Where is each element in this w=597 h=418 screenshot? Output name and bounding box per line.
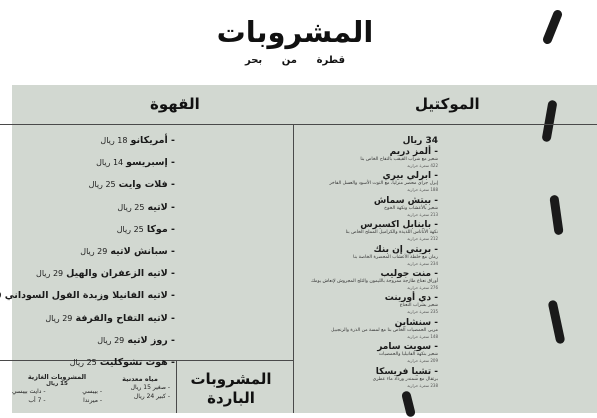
item-name: - ألمز دريم [389, 147, 438, 157]
item-description: إيرل جراي محضر منزلياً، مع التوت الأسود والعسل الفاخر [329, 181, 438, 187]
item-calories: 276 سعرة حرارية [407, 284, 438, 290]
item-name: - سويت سامر [377, 342, 438, 353]
soft-drinks-title: المشروبات الغازية [27, 373, 87, 381]
soft-drinks-price: 15 ريال [46, 381, 68, 387]
brush-stroke-decoration [549, 195, 563, 236]
list-item [296, 342, 438, 366]
page-title: المشروبات [216, 15, 374, 49]
item-price: 25 ريال [116, 224, 144, 234]
item-name: - لاتيه الزعفران والهيل [66, 268, 175, 280]
list-item: - ميرندا [83, 397, 102, 404]
list-item: - دايت بيبسي [12, 388, 46, 395]
item-name: - فلات وايت [118, 179, 175, 191]
list-item: - بيبسي [82, 388, 102, 395]
mocktail-list [296, 147, 438, 391]
list-item: - صغير 15 ريال [130, 384, 170, 391]
item-price: 29 ريال [45, 313, 73, 323]
item-price: 29 ريال [36, 269, 64, 279]
item-name: - أمريكانو [130, 135, 175, 146]
mocktail-price: 34 ريال [402, 136, 438, 146]
item-calories: 422 سعرة حرارية [407, 163, 438, 168]
list-item [4, 290, 175, 312]
brush-stroke-decoration [401, 390, 416, 417]
cold-title-line: المشروبات [190, 370, 272, 388]
item-name: - تشيا فريسكا [375, 366, 438, 377]
item-calories: 235 سعرة حرارية [407, 309, 438, 315]
list-item [296, 220, 438, 244]
subtitle-word: قطرة [316, 55, 345, 66]
item-calories: 209 سعرة حرارية [407, 358, 438, 364]
water-column [110, 375, 170, 401]
item-calories: 188 سعرة حرارية [407, 187, 438, 193]
item-calories: 148 سعرة حرارية [407, 333, 438, 339]
cold-title-line: الباردة [207, 389, 255, 407]
item-name: - ابرلي بيري [382, 171, 438, 182]
page-subtitle [245, 55, 345, 66]
item-description: أوراق نعناع طازجة ممزوجة بالليمون والثلج المجروش لإنعاش يومك [311, 278, 438, 284]
cold-inner-divider [176, 360, 177, 413]
list-item [296, 196, 438, 220]
item-price [0, 291, 2, 300]
item-calories: 213 سعرة حرارية [407, 211, 438, 217]
item-name: - باينابل اكسبرس [360, 220, 438, 231]
item-price: 25 ريال [88, 180, 116, 190]
item-calories: 212 سعرة حرارية [407, 236, 438, 242]
list-item: - كبير 24 ريال [133, 393, 170, 400]
item-description: برتقال مع شمندر ورذاذ ماء عطري [372, 376, 438, 382]
water-title: مياه معدنية [122, 375, 158, 383]
list-item [296, 293, 438, 317]
item-description: مربى الحمضيات الخاص بنا مع لمسة من الذرة والزنجبيل [331, 327, 438, 333]
item-name: - لاتيه [147, 201, 175, 213]
item-price: 18 ريال [100, 136, 128, 145]
soft-drinks-col [82, 387, 102, 405]
list-item: - 7 أب [28, 397, 46, 404]
column-divider [293, 124, 294, 413]
item-name: - إسبريسو [126, 157, 175, 169]
brush-stroke-decoration [541, 100, 557, 143]
list-item [30, 202, 175, 224]
item-name: - بيتش سماش [373, 195, 438, 206]
item-description: نكهة الأناناس اللذيذة والكراميل المملح الخاص بنا [345, 230, 438, 236]
item-name: - روز لاتيه [127, 334, 175, 346]
list-item [296, 245, 438, 269]
list-item [30, 224, 175, 246]
soft-drinks-grid [12, 387, 102, 405]
list-item [296, 171, 438, 195]
list-item [30, 313, 175, 335]
list-item [30, 157, 175, 179]
item-calories: 234 سعرة حرارية [407, 260, 438, 266]
item-description: شعير مع شراب القيقب بالتفاح الخاص بنا [360, 157, 438, 162]
item-name: - بريتي إن بنك [373, 244, 438, 255]
soft-drinks-column [12, 373, 102, 405]
list-item [296, 318, 438, 342]
subtitle-word: من [281, 55, 297, 66]
item-price: 25 ريال [117, 202, 145, 212]
list-item [296, 367, 438, 391]
item-price: 29 ريال [80, 246, 108, 256]
section-title-mocktails: الموكتيل [415, 95, 480, 113]
item-price: 29 ريال [97, 335, 125, 345]
item-calories: 238 سعرة حرارية [407, 382, 438, 388]
coffee-list [4, 135, 175, 379]
list-item [30, 179, 175, 201]
item-name: - هوت تشوكليت [99, 356, 175, 368]
list-item [30, 135, 175, 157]
item-name: - منت جوليب [380, 268, 438, 279]
item-price: 25 ريال [69, 357, 97, 367]
item-name: - موكا [146, 223, 175, 235]
list-item [296, 147, 438, 171]
item-description: شعير بشراب النعناع [399, 303, 438, 309]
top-divider [0, 124, 597, 125]
item-name: - لاتيه الفانيلا وزبدة الفول السوداني [4, 290, 175, 302]
list-item [30, 268, 175, 290]
list-item [296, 269, 438, 293]
item-name: - سنشاين [394, 317, 438, 328]
soft-drinks-col [12, 387, 46, 405]
brush-stroke-decoration [548, 300, 566, 345]
item-name: - سبانش لاتيه [110, 245, 175, 257]
item-name: - لاتيه التفاح والقرفة [75, 312, 175, 324]
subtitle-word: بحر [245, 55, 263, 66]
list-item [30, 246, 175, 268]
item-description: شعير بنكهة الفانيليا والحمضيات [378, 352, 438, 358]
section-title-cold-drinks [186, 370, 276, 408]
list-item [30, 335, 175, 357]
section-title-coffee: القهوة [150, 95, 200, 113]
item-price: 14 ريال [96, 158, 124, 168]
item-name: - دي أورينت [384, 293, 438, 304]
item-description: رمان مع خلطة الأعشاب المحضرة الخاصة بنا [353, 254, 438, 260]
page-margin [0, 0, 12, 413]
item-description: شعير بالأعشاب ونكهة الخوخ [384, 205, 438, 211]
